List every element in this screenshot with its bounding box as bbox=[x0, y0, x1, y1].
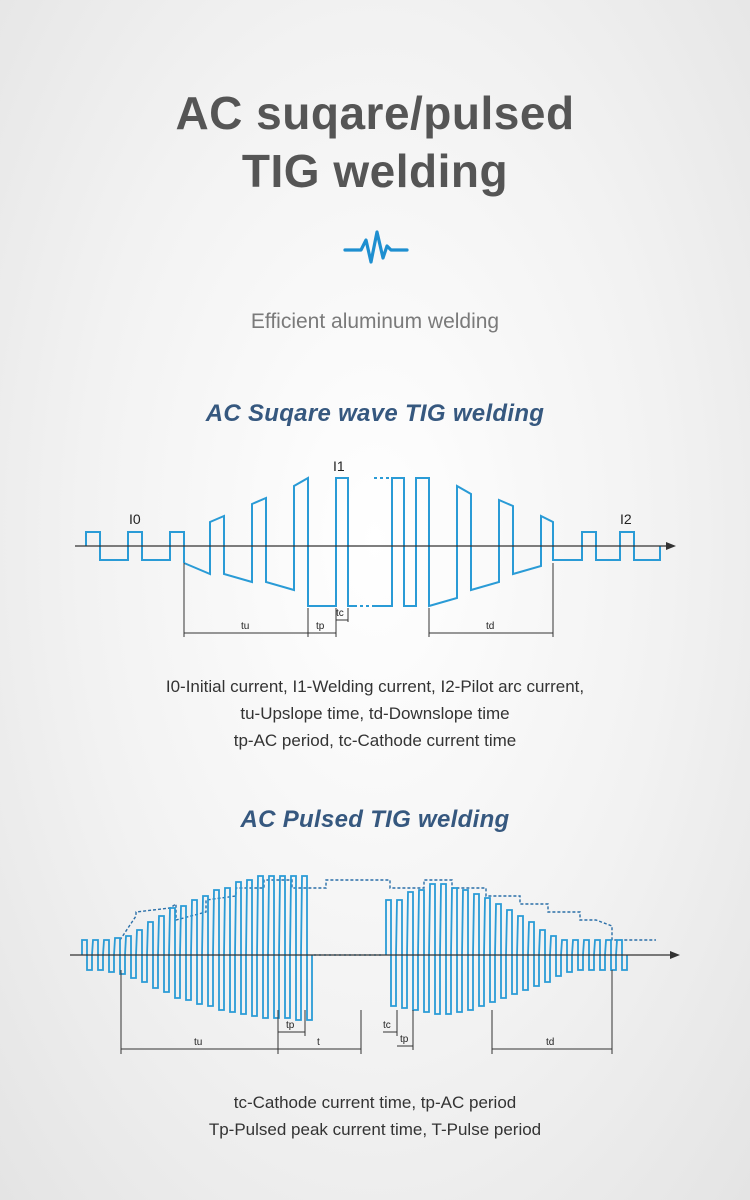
pulsed-wave-diagram bbox=[0, 860, 750, 1060]
tu-label: tu bbox=[241, 621, 250, 632]
subtitle: Efficient aluminum welding bbox=[250, 310, 500, 333]
initial-current-pulses bbox=[86, 532, 184, 563]
i2-label: I2 bbox=[620, 511, 632, 527]
page-title bbox=[0, 84, 750, 200]
pulsed-caption bbox=[0, 1089, 750, 1143]
upslope-waveform bbox=[184, 478, 354, 606]
td-label: td bbox=[486, 621, 495, 632]
t-label: t bbox=[317, 1037, 320, 1048]
i1-label: I1 bbox=[333, 458, 345, 474]
title-line-1: AC suqare/pulsed bbox=[175, 87, 575, 139]
tp-label: tp bbox=[400, 1034, 409, 1045]
caption-line: tu-Upslope time, td-Downslope time bbox=[240, 704, 510, 723]
square-wave-heading: AC Suqare wave TIG welding bbox=[205, 400, 545, 427]
time-axis-arrow bbox=[666, 542, 676, 550]
pulsed-heading: AC Pulsed TIG welding bbox=[240, 806, 510, 833]
i0-label: I0 bbox=[129, 511, 141, 527]
time-axis-arrow bbox=[670, 951, 680, 959]
peak-current-envelope bbox=[120, 880, 656, 940]
square-wave-diagram bbox=[0, 450, 750, 650]
pulse-waveform-icon bbox=[343, 228, 409, 268]
caption-line: I0-Initial current, I1-Welding current, I2-Pilot arc current, bbox=[165, 677, 585, 696]
pulsed-waveform bbox=[82, 876, 627, 1020]
tc-label: tc bbox=[383, 1020, 391, 1031]
caption-line: tc-Cathode current time, tp-AC period bbox=[233, 1093, 517, 1112]
title-line-2: TIG welding bbox=[241, 145, 509, 197]
tc-label: tc bbox=[336, 608, 344, 619]
downslope-waveform bbox=[374, 478, 660, 606]
caption-line: Tp-Pulsed peak current time, T-Pulse period bbox=[208, 1120, 542, 1139]
pulsed-envelope bbox=[120, 880, 656, 940]
timing-marks bbox=[184, 563, 553, 637]
square-wave-caption bbox=[0, 673, 750, 754]
tu-label: tu bbox=[194, 1037, 203, 1048]
tp-label: tp bbox=[316, 621, 325, 632]
tp-label: tp bbox=[286, 1020, 295, 1031]
pulsed-downslope-waveform bbox=[386, 884, 627, 1014]
td-label: td bbox=[546, 1037, 555, 1048]
caption-line: tp-AC period, tc-Cathode current time bbox=[233, 731, 517, 750]
pulsed-upslope-waveform bbox=[82, 876, 312, 1020]
square-waveform bbox=[86, 478, 660, 606]
